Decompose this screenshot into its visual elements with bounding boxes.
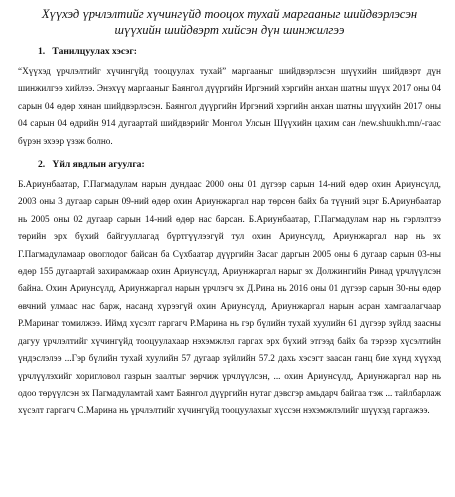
section-events xyxy=(18,159,441,421)
section-heading-text: Танилцуулах хэсэг: xyxy=(52,46,137,57)
section-heading xyxy=(38,46,441,58)
section-number: 1. xyxy=(38,46,46,57)
section-number: 2. xyxy=(38,159,46,171)
section-introduction xyxy=(18,46,441,151)
section-paragraph: Б.Ариунбаатар, Г.Пагмадулам нарын дундаас 2000 оны 01 дүгээр сарын 14-ний өдөр охин Ариунсүлд, 2003 оны 3 дугаар сарын 09-ний өдөр охин Ариунжаргал нар төрсөн байх ба түүний эцэг Б.Ариунбаатар нь 2005 оны 02 дугаар сарын 14-ний өдөр нас барсан. Б.Ариунбаатар, Г.Пагмадулам нар нь гэрлэлтээ төрийн эрх бүхий байгууллагад бүртгүүлээгүй тул охин Ариунсүлд, Ариунжаргал нар нь эх Г.Пагмадуламаар овоглодог байсан ба Сүхбаатар дүүргийн Засаг даргын 2005 оны 6 дугаар сарын 03-ны өдөр 155 дугаартай захирамжаар охин Ариунсүлд, Ариунжаргал нарыг эх Должингийн Ринад үрчлүүлсэн байна. Охин Ариунсүлд, Ариунжаргал нарын үрчлэгч эх Д.Рина нь 2016 оны 01 дүгээр сарын 30-ны өдөр өвчний улмаас нас барж, насанд хүрээгүй охин Ариунсүлд, Ариунжаргал нарын асран хамгаалагчаар Р.Маринаг томилжээ. Иймд хүсэлт гаргагч Р.Марина нь гэр бүлийн тухай хуулийн 61 дүгээр зүйлд заасны дагуу үрчлэлтийг хүчингүйд тооцуулахаар нэхэмжлэл гаргах эрх бүхий этгээд байх ба тэрээр хүсэлтийн үндэслэлээ ...Гэр бүлийн тухай хуулийн 57 дугаар зүйлийн 57.2 дахь хэсэгт заасан ганц бие хүнд хүүхэд үрчлүүлэхийг хоригловол газрын заалтыг зөрчиж үрчлүүлсэн, ... охин Ариунсүлд, Ариунжаргал нар нь одоо төрүүлсэн эх Пагмадуламтай хамт Баянгол дүүргийн нутаг дэвсгэр амьдарч байгаа тэж ... тайлбарлаж хүсэлт гаргагч С.Марина нь үрчлэлтийг хүчингүйд тооцуулахыг хүссэн нэхэмжлэлийг шүүхэд гаргажээ. xyxy=(18,180,441,417)
section-heading-text: Үйл явдлын агуулга: xyxy=(52,159,145,171)
section-heading xyxy=(38,159,441,171)
document-title: Хүүхэд үрчлэлтийг хүчингүйд тооцох тухай маргааныг шийдвэрлэсэн шүүхийн шийдвэрт хийсэн дүн шинжилгээ xyxy=(41,7,418,37)
section-paragraph: “Хүүхэд үрчлэлтийг хүчингүйд тооцуулах тухай” маргааныг шийдвэрлэсэн шүүхийн шийдвэрт дүн шинжилгээ хийлээ. Энэхүү маргааныг Баянгол дүүргийн Иргэний хэргийн анхан шатны шүүх 2017 оны 04 сарын 04 өдөр хянан шийдвэрлэсэн. Баянгол дүүргийн Иргэний хэргийн анхан шатны шүүхийн 2017 оны 04 сарын 04 өдрийн 914 дугаартай шийдвэрийг Монгол Улсын Шүүхийн цахим сан /new.shuukh.mn/-гаас бүрэн эхээр үзэж болно. xyxy=(18,67,441,147)
